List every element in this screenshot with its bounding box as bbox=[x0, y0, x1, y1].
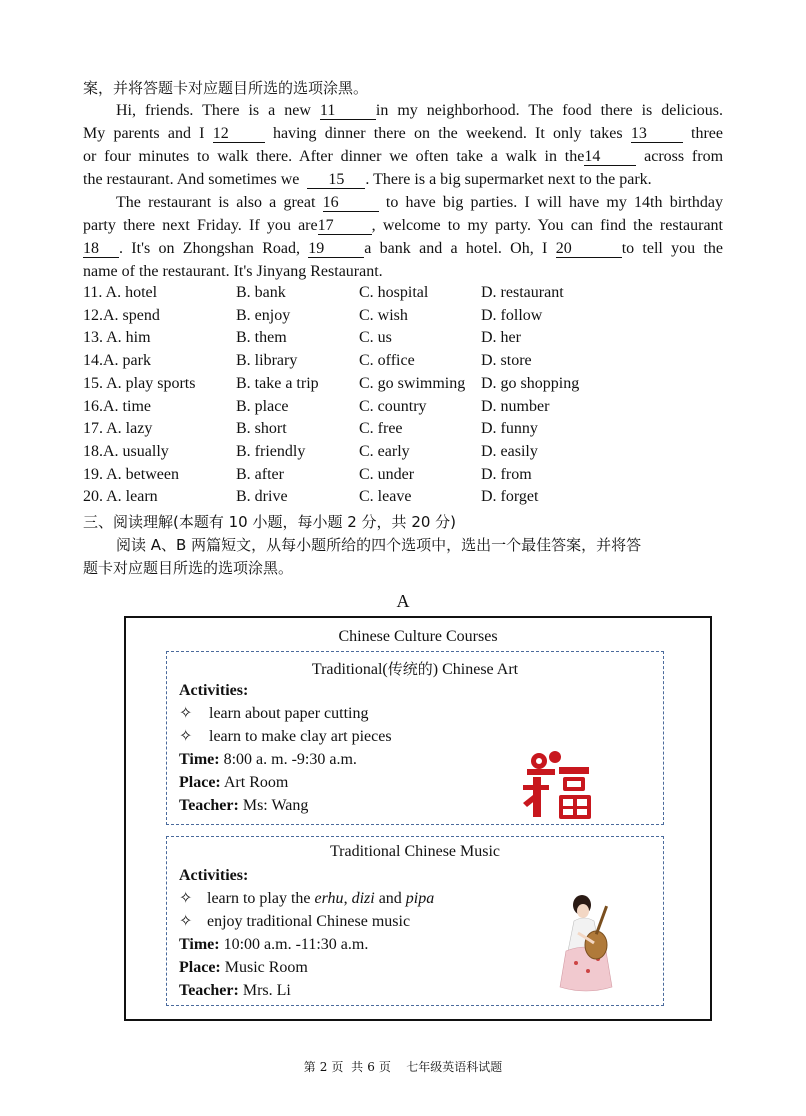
course-music-place: Place: Music Room bbox=[179, 959, 308, 976]
option-d: D. store bbox=[481, 352, 532, 370]
option-c: C. country bbox=[359, 397, 427, 415]
passage-line-8: name of the restaurant. It's Jinyang Restaurant. bbox=[83, 263, 383, 280]
option-row bbox=[83, 465, 723, 485]
option-b: B. library bbox=[236, 352, 298, 370]
option-c: C. under bbox=[359, 465, 415, 483]
option-c: C. hospital bbox=[359, 284, 429, 301]
passage-line-1: Hi, friends. There is a new 11 in my neighborhood. The food there is delicious. bbox=[116, 102, 724, 119]
option-d: D. restaurant bbox=[481, 284, 564, 301]
option-a: 19. A. between bbox=[83, 465, 179, 483]
page-total: 6 bbox=[367, 1060, 375, 1074]
option-a: 14.A. park bbox=[83, 352, 151, 370]
option-d: D. number bbox=[481, 397, 550, 415]
star-bullet-icon: ✧ bbox=[179, 890, 193, 907]
page-footer: 第 2 页 共 6 页 七年级英语科试题 bbox=[303, 1060, 503, 1074]
course-music-item-2: ✧ enjoy traditional Chinese music bbox=[179, 913, 411, 930]
option-d: D. her bbox=[481, 329, 521, 347]
option-b: B. short bbox=[236, 420, 287, 438]
section-instruction-1: 阅读 A、B 两篇短文，从每小题所给的四个选项中，选出一个最佳答案，并将答 bbox=[116, 536, 642, 554]
course-art-item-1: ✧ learn about paper cutting bbox=[179, 705, 369, 722]
option-b: B. after bbox=[236, 465, 284, 483]
course-music-title: Traditional Chinese Music bbox=[329, 843, 501, 860]
blank-18: 18 bbox=[83, 240, 119, 258]
option-a: 17. A. lazy bbox=[83, 420, 153, 438]
blank-12: 12 bbox=[213, 125, 265, 143]
section-instruction-2: 题卡对应题目所选的选项涂黑。 bbox=[83, 559, 294, 577]
option-d: D. funny bbox=[481, 420, 538, 438]
star-bullet-icon: ✧ bbox=[179, 913, 193, 930]
option-c: C. free bbox=[359, 420, 403, 438]
option-c: C. early bbox=[359, 442, 410, 460]
option-c: C. wish bbox=[359, 306, 408, 324]
option-c: C. go swimming bbox=[359, 374, 466, 392]
option-a: 16.A. time bbox=[83, 397, 151, 415]
course-art bbox=[166, 651, 664, 825]
option-a: 11. A. hotel bbox=[83, 284, 158, 301]
passage-line-3: or four minutes to walk there. After dinner we often take a walk in the14 across from bbox=[83, 148, 724, 165]
passage-line-6: party there next Friday. If you are17 , welcome to my party. You can find the restaurant bbox=[83, 217, 724, 234]
course-art-title: Traditional(传统的) Chinese Art bbox=[311, 660, 519, 678]
option-b: B. bank bbox=[236, 284, 286, 301]
option-row bbox=[83, 328, 723, 348]
option-b: B. place bbox=[236, 397, 289, 415]
option-d: D. go shopping bbox=[481, 374, 580, 392]
star-bullet-icon: ✧ bbox=[179, 705, 193, 722]
blank-16: 16 bbox=[323, 194, 379, 212]
option-a: 13. A. him bbox=[83, 329, 151, 347]
passage-line-2: My parents and I 12 having dinner there on the weekend. It only takes 13 three bbox=[83, 125, 724, 142]
blank-13: 13 bbox=[631, 125, 683, 143]
blank-15: 15 bbox=[307, 171, 365, 189]
option-a: 18.A. usually bbox=[83, 442, 169, 460]
course-art-teacher: Teacher: Ms: Wang bbox=[179, 797, 309, 814]
passage-line-7: 18 . It's on Zhongshan Road, 19 a bank and a hotel. Oh, I 20 to tell you the bbox=[83, 240, 724, 257]
course-art-time: Time: 8:00 a. m. -9:30 a.m. bbox=[179, 751, 357, 768]
passage-line-4: the restaurant. And sometimes we 15 . There is a big supermarket next to the park. bbox=[83, 171, 652, 188]
passage-a-label: A bbox=[396, 591, 410, 611]
course-music-item-1: ✧ learn to play the erhu, dizi and pipa bbox=[179, 890, 435, 907]
option-c: C. us bbox=[359, 329, 392, 347]
option-d: D. from bbox=[481, 465, 532, 483]
course-music-time: Time: 10:00 a.m. -11:30 a.m. bbox=[179, 936, 369, 953]
option-a: 12.A. spend bbox=[83, 306, 160, 324]
option-a: 15. A. play sports bbox=[83, 374, 196, 392]
option-b: B. friendly bbox=[236, 442, 306, 460]
option-d: D. forget bbox=[481, 488, 539, 506]
blank-11: 11 bbox=[320, 102, 376, 120]
option-row bbox=[83, 397, 723, 417]
course-music-teacher: Teacher: Mrs. Li bbox=[179, 982, 291, 999]
option-d: D. easily bbox=[481, 442, 538, 460]
option-b: B. drive bbox=[236, 488, 288, 506]
option-row bbox=[83, 487, 723, 507]
course-art-activities-label: Activities: bbox=[179, 682, 249, 699]
intro-tail: 案，并将答题卡对应题目所选的选项涂黑。 bbox=[83, 79, 369, 97]
star-bullet-icon: ✧ bbox=[179, 728, 193, 745]
paper-title: 七年级英语科试题 bbox=[406, 1060, 503, 1074]
courses-title: Chinese Culture Courses bbox=[338, 628, 498, 645]
section-heading: 三、阅读理解(本题有 10 小题，每小题 2 分，共 20 分) bbox=[83, 513, 457, 531]
blank-14: 14 bbox=[584, 148, 636, 166]
option-c: C. leave bbox=[359, 488, 412, 506]
option-a: 20. A. learn bbox=[83, 488, 158, 506]
course-art-item-2: ✧ learn to make clay art pieces bbox=[179, 728, 392, 745]
option-b: B. take a trip bbox=[236, 374, 319, 392]
blank-17: 17 bbox=[318, 217, 372, 235]
option-row bbox=[83, 374, 723, 394]
option-row bbox=[83, 442, 723, 462]
fu-paper-cut-icon bbox=[517, 747, 597, 827]
option-row bbox=[83, 351, 723, 371]
course-music bbox=[166, 836, 664, 1006]
course-music-activities-label: Activities: bbox=[179, 867, 249, 884]
courses-box bbox=[124, 616, 712, 1021]
option-b: B. enjoy bbox=[236, 306, 291, 324]
page-number: 2 bbox=[319, 1060, 328, 1074]
option-row bbox=[83, 283, 723, 303]
course-art-place: Place: Art Room bbox=[179, 774, 289, 791]
option-row bbox=[83, 419, 723, 439]
blank-20: 20 bbox=[556, 240, 622, 258]
option-row bbox=[83, 306, 723, 326]
passage-line-5: The restaurant is also a great 16 to have big parties. I will have my 14th birthday bbox=[116, 194, 724, 211]
option-b: B. them bbox=[236, 329, 287, 347]
blank-19: 19 bbox=[308, 240, 364, 258]
option-d: D. follow bbox=[481, 306, 543, 324]
option-c: C. office bbox=[359, 352, 415, 370]
pipa-player-icon bbox=[552, 889, 632, 999]
